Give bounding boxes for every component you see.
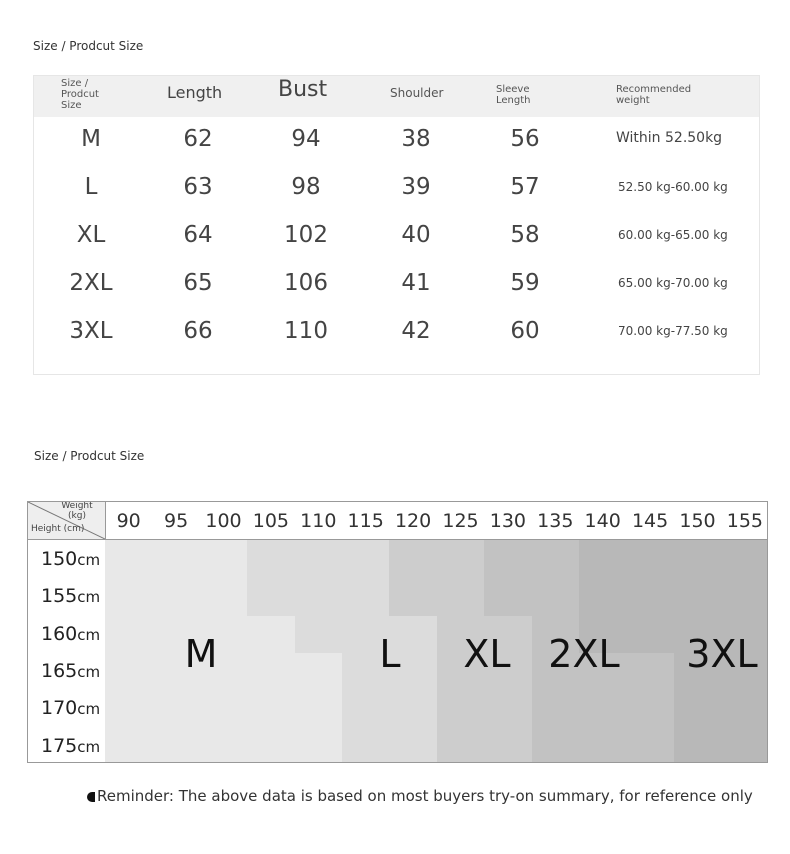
cell-shoulder: 41 [401,270,431,296]
size-label: 2XL [548,632,620,676]
weight-tick: 100 [205,510,242,532]
weight-tick: 150 [679,510,716,532]
cell-size: M [81,126,101,152]
cell-bust: 102 [284,222,328,248]
cell-bust: 106 [284,270,328,296]
height-value: 155 [41,585,78,608]
cell-size: XL [76,222,106,248]
cell-shoulder: 39 [401,174,431,200]
cell-weight: 70.00 kg-77.50 kg [618,324,728,338]
cell-sleeve: 57 [510,174,540,200]
cell-length: 65 [183,270,213,296]
weight-tick: 135 [537,510,574,532]
cell-length: 64 [183,222,213,248]
weight-tick: 155 [726,510,764,532]
size-labels [28,502,768,763]
cell-sleeve: 58 [510,222,540,248]
weight-tick: 110 [300,510,337,532]
size-label: 3XL [686,632,758,676]
weight-tick: 145 [631,510,669,532]
height-unit: cm [77,662,101,681]
cell-sleeve: 59 [510,270,540,296]
cell-size: 2XL [69,270,113,296]
cell-weight: 65.00 kg-70.00 kg [618,276,728,290]
size-chart-title: Size / Prodcut Size [34,449,145,463]
size-table [33,75,760,375]
corner-height-label: Height (cm) [31,524,85,534]
height-value: 150 [41,548,78,570]
reminder-text: Reminder: The above data is based on most buyers try-on summary, for reference only [97,787,753,805]
height-unit: cm [77,588,101,607]
cell-length: 62 [183,126,213,152]
height-unit: cm [77,737,101,756]
weight-tick: 115 [347,510,384,532]
header-shoulder: Shoulder [390,86,444,100]
weight-tick: 105 [252,510,290,532]
cell-weight: 60.00 kg-65.00 kg [618,228,728,242]
size-label: XL [463,632,511,676]
height-value: 170 [41,697,78,720]
size-chart-grid [27,501,768,763]
height-unit: cm [77,625,101,644]
weight-tick: 90 [116,510,141,532]
cell-length: 63 [183,174,213,200]
header-recommended-weight: Recommended weight [616,84,692,106]
header-length: Length [167,83,223,102]
corner-weight-label: Weight (kg) [61,501,93,521]
size-label: L [379,632,401,676]
cell-bust: 98 [291,174,321,200]
weight-tick: 130 [489,510,527,532]
cell-bust: 94 [291,126,321,152]
cell-size: L [84,174,98,200]
header-size: Size / Prodcut Size [61,78,99,111]
size-table-body [34,76,759,374]
height-unit: cm [77,551,101,569]
weight-tick: 120 [394,510,432,532]
header-sleeve-length: Sleeve Length [496,84,531,106]
cell-shoulder: 42 [401,318,431,344]
cell-shoulder: 40 [401,222,431,248]
reminder-note [87,787,753,805]
height-unit: cm [77,700,101,719]
height-value: 175 [41,734,78,757]
cell-sleeve: 60 [510,318,540,344]
weight-tick: 140 [584,510,621,532]
size-table-title: Size / Prodcut Size [33,39,144,53]
header-bust: Bust [278,77,328,102]
cell-shoulder: 38 [401,126,431,152]
cell-bust: 110 [284,318,328,344]
cell-weight: Within 52.50kg [616,130,723,146]
weight-tick: 125 [442,510,479,532]
weight-tick: 95 [164,510,189,532]
cell-weight: 52.50 kg-60.00 kg [618,180,728,194]
half-circle-icon [87,792,95,802]
cell-length: 66 [183,318,213,344]
height-value: 165 [41,659,78,682]
cell-sleeve: 56 [510,126,540,152]
size-label: M [184,632,218,676]
height-value: 160 [41,622,78,645]
cell-size: 3XL [69,318,113,344]
